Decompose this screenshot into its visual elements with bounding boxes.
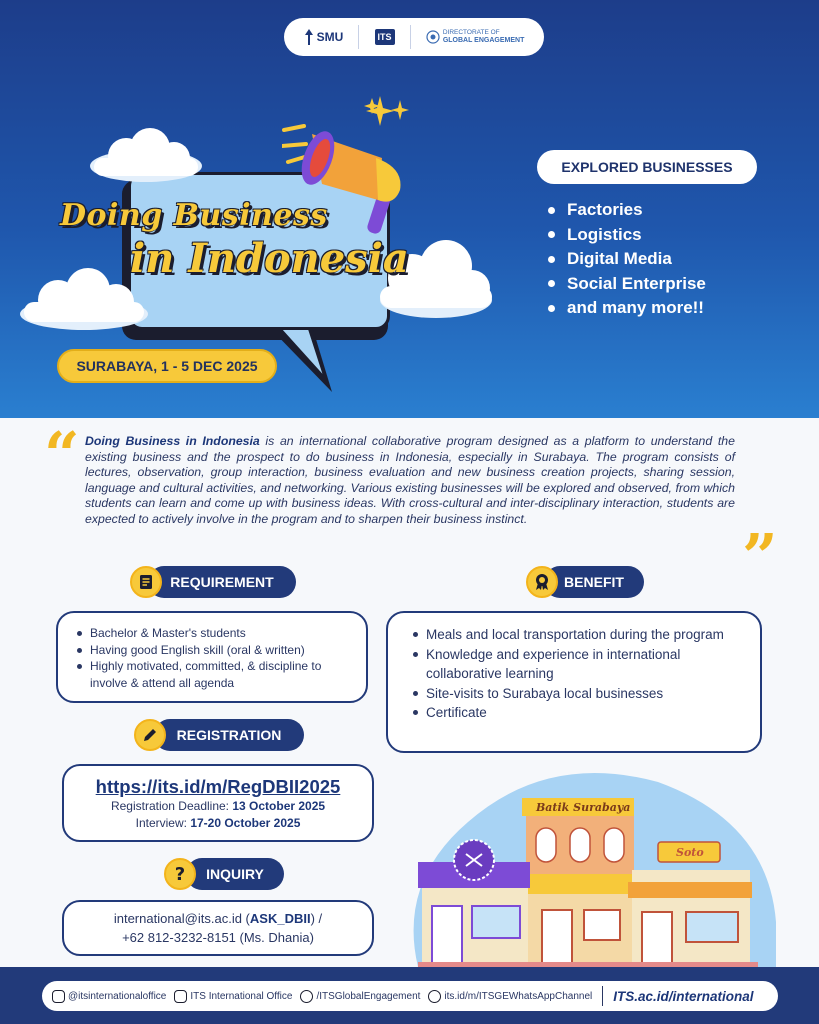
registration-heading: REGISTRATION (154, 719, 304, 751)
list-item: Digital Media (548, 247, 706, 272)
instagram-icon (52, 990, 65, 1003)
inquiry-phone[interactable]: +62 812-3232-8151 (Ms. Dhania) (122, 929, 314, 945)
registration-box (62, 764, 374, 842)
explored-businesses-heading: EXPLORED BUSINESSES (537, 150, 757, 184)
youtube-link[interactable]: ITS International Office (174, 990, 292, 1003)
list-item: Logistics (548, 223, 706, 248)
cloud-icon (86, 126, 206, 184)
list-item: Factories (548, 198, 706, 223)
document-icon (130, 566, 162, 598)
question-icon: ? (164, 858, 196, 890)
youtube-icon (174, 990, 187, 1003)
instagram-link[interactable]: @itsinternationaloffice (52, 990, 166, 1003)
facebook-link[interactable]: /ITSGlobalEngagement (300, 990, 420, 1003)
benefit-heading: BENEFIT (544, 566, 644, 598)
smu-logo: SMU (304, 29, 344, 45)
registration-deadline: Registration Deadline: 13 October 2025 (110, 799, 326, 813)
footer-links (42, 981, 778, 1011)
list-item: Bachelor & Master's students (90, 625, 352, 642)
award-icon (526, 566, 558, 598)
pen-icon (134, 719, 166, 751)
list-item: Site-visits to Surabaya local businesses (426, 684, 746, 704)
list-item: Knowledge and experience in international collaborative learning (426, 645, 746, 684)
event-date-badge: SURABAYA, 1 - 5 DEC 2025 (57, 349, 277, 383)
list-item: Having good English skill (oral & written) (90, 642, 352, 659)
hero-title: Doing Business in Indonesia (60, 198, 409, 282)
benefit-box (386, 611, 762, 753)
inquiry-email[interactable]: international@its.ac.id (ASK_DBII) / (113, 911, 323, 926)
registration-link[interactable]: https://its.id/m/RegDBII2025 (95, 776, 341, 797)
list-item: and many more!! (548, 296, 706, 321)
list-item: Highly motivated, committed, & discipline to involve & attend all agenda (90, 658, 352, 691)
website-link[interactable]: ITS.ac.id/international (613, 988, 754, 1004)
explored-businesses-list (548, 198, 706, 321)
shop-sign-soto: Soto (676, 846, 704, 859)
whatsapp-icon (428, 990, 441, 1003)
facebook-icon (300, 990, 313, 1003)
requirement-heading: REQUIREMENT (148, 566, 296, 598)
hero-banner (0, 0, 819, 418)
whatsapp-link[interactable]: its.id/m/ITSGEWhatsAppChannel (428, 990, 592, 1003)
shop-sign-batik: Batik Surabaya (536, 801, 631, 814)
list-item: Meals and local transportation during the program (426, 625, 746, 645)
close-quote-icon: ” (742, 520, 778, 593)
its-logo: ITS (375, 29, 395, 45)
interview-date: Interview: 17-20 October 2025 (135, 816, 301, 830)
inquiry-heading: INQUIRY (186, 858, 284, 890)
global-engagement-logo: DIRECTORATE OF GLOBAL ENGAGEMENT (426, 29, 525, 45)
requirement-box (56, 611, 368, 703)
footer-divider (602, 986, 603, 1006)
footer (0, 967, 819, 1024)
shop-illustration (398, 762, 778, 967)
list-item: Social Enterprise (548, 272, 706, 297)
program-description: Doing Business in Indonesia is an international collaborative program designed as a platform to understand the existing business and the prospect to do business in Indonesia, especially in Surabaya. The program consists of lectures, observation, group interaction, business evaluation and new business creation projects, sharing session, language and cultural activities, and networking. Various existing businesses will be explored and observed, from which students can learn and come up with business ideas. With cross-cultural and inter-disciplinary interaction, students are expected to actively involve in the program and to sharpen their business instinct. (85, 434, 735, 526)
program-name: Doing Business in Indonesia (85, 434, 260, 448)
inquiry-box (62, 900, 374, 956)
list-item: Certificate (426, 703, 746, 723)
open-quote-icon: “ (44, 418, 80, 491)
